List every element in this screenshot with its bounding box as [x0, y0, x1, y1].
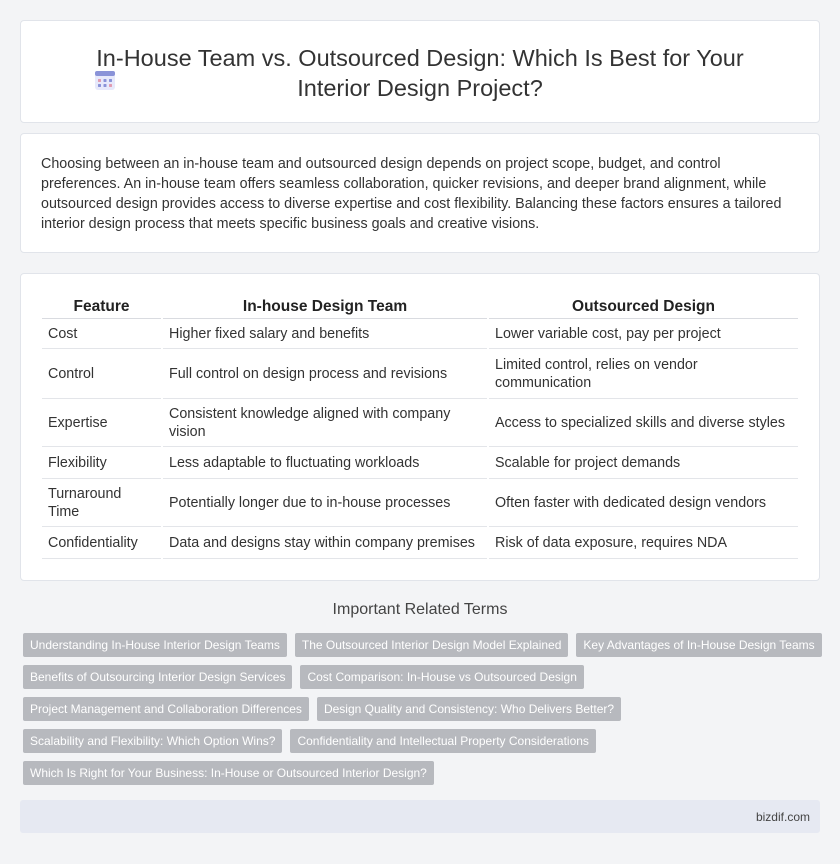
related-term-tag[interactable]: Benefits of Outsourcing Interior Design Services	[23, 665, 292, 689]
related-term-tag[interactable]: Understanding In-House Interior Design Teams	[23, 633, 287, 657]
table-cell: Expertise	[42, 399, 162, 447]
related-term-tag[interactable]: Design Quality and Consistency: Who Delivers Better?	[317, 697, 621, 721]
table-cell: Confidentiality	[42, 527, 162, 559]
term-row	[23, 697, 823, 721]
header-card	[20, 20, 820, 123]
table-cell: Lower variable cost, pay per project	[488, 319, 798, 349]
table-cell: Often faster with dedicated design vendors	[488, 479, 798, 527]
column-header-feature: Feature	[42, 296, 162, 319]
related-terms-title: Important Related Terms	[332, 601, 508, 618]
related-term-tag[interactable]: The Outsourced Interior Design Model Explained	[295, 633, 568, 657]
table-cell: Flexibility	[42, 447, 162, 479]
comparison-table	[42, 296, 798, 559]
table-cell: Full control on design process and revisions	[162, 349, 488, 399]
table-cell: Cost	[42, 319, 162, 349]
term-row	[23, 761, 823, 785]
intro-card	[20, 133, 820, 253]
comparison-table-card	[20, 273, 820, 581]
table-cell: Data and designs stay within company premises	[162, 527, 488, 559]
table-cell: Limited control, relies on vendor communication	[488, 349, 798, 399]
table-row	[42, 349, 798, 399]
table-cell: Access to specialized skills and diverse styles	[488, 399, 798, 447]
column-header-in-house: In-house Design Team	[162, 296, 488, 319]
table-cell: Less adaptable to fluctuating workloads	[162, 447, 488, 479]
term-row	[23, 729, 823, 753]
related-term-tag[interactable]: Key Advantages of In-House Design Teams	[576, 633, 821, 657]
intro-paragraph: Choosing between an in-house team and outsourced design depends on project scope, budget, and control preferences. An in-house team offers seamless collaboration, quicker revisions, and deeper brand alignment, while outsourced design provides access to diverse expertise and cost flexibility. Balancing these factors ensures a tailored interior design process that meets specific business goals and creative visions.	[41, 156, 782, 232]
table-row	[42, 447, 798, 479]
table-cell: Higher fixed salary and benefits	[162, 319, 488, 349]
table-cell: Risk of data exposure, requires NDA	[488, 527, 798, 559]
table-row	[42, 399, 798, 447]
term-row	[23, 633, 823, 657]
related-term-tag[interactable]: Scalability and Flexibility: Which Option Wins?	[23, 729, 282, 753]
footer-bar	[20, 800, 820, 833]
term-row	[23, 665, 823, 689]
related-term-tag[interactable]: Confidentiality and Intellectual Property Considerations	[290, 729, 596, 753]
page-title: In-House Team vs. Outsourced Design: Which Is Best for Your Interior Design Project?	[96, 45, 744, 101]
column-header-outsourced: Outsourced Design	[488, 296, 798, 319]
table-header-row	[42, 296, 798, 319]
related-term-tag[interactable]: Which Is Right for Your Business: In-House or Outsourced Interior Design?	[23, 761, 434, 785]
related-terms-list	[23, 633, 823, 793]
table-cell: Control	[42, 349, 162, 399]
table-cell: Potentially longer due to in-house processes	[162, 479, 488, 527]
table-row	[42, 319, 798, 349]
table-row	[42, 479, 798, 527]
table-cell: Consistent knowledge aligned with company vision	[162, 399, 488, 447]
footer-site-link[interactable]: bizdif.com	[755, 810, 810, 824]
related-term-tag[interactable]: Cost Comparison: In-House vs Outsourced Design	[300, 665, 583, 689]
related-term-tag[interactable]: Project Management and Collaboration Differences	[23, 697, 309, 721]
table-cell: Turnaround Time	[42, 479, 162, 527]
table-row	[42, 527, 798, 559]
table-cell: Scalable for project demands	[488, 447, 798, 479]
